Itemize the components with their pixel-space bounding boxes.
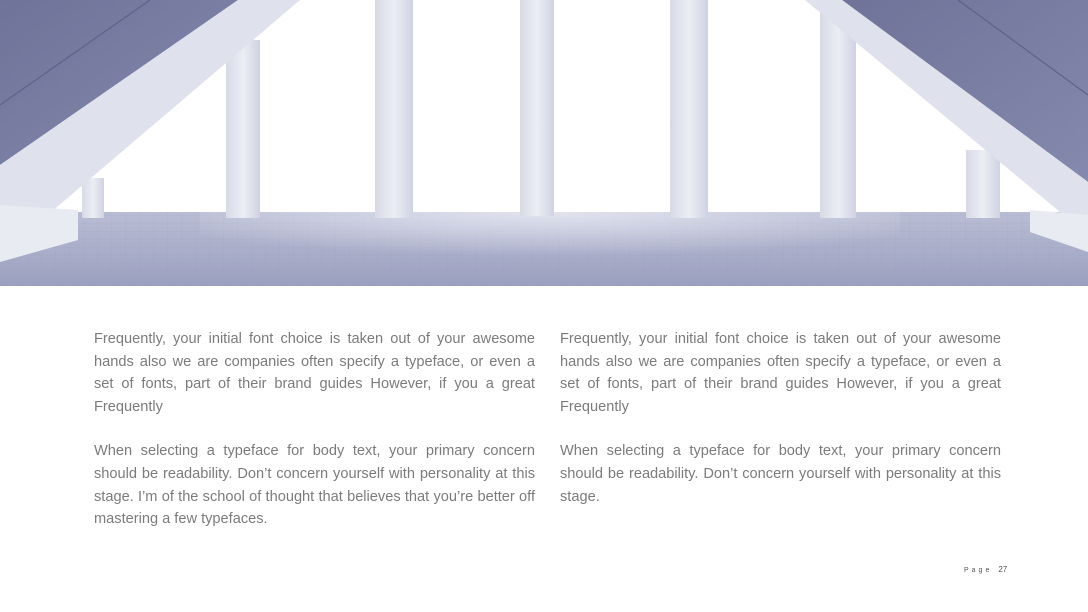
paragraph: Frequently, your initial font choice is taken out of your awesome hands also we are companies often specify a typeface, or even a set of fonts, part of their brand guides However, if you a great Frequently — [560, 331, 1001, 415]
paragraph: When selecting a typeface for body text, your primary concern should be readability. Don’t concern yourself with personality at this stage. — [560, 443, 1001, 505]
hero-image — [0, 0, 1088, 286]
paragraph: When selecting a typeface for body text, your primary concern should be readability. Don’t concern yourself with personality at this stage. I’m of the school of thought that believes that you’re better off mastering a few typefaces. — [94, 443, 535, 528]
text-column-left — [94, 328, 535, 553]
architecture-illustration — [0, 0, 1088, 286]
paragraph: Frequently, your initial font choice is taken out of your awesome hands also we are companies often specify a typeface, or even a set of fonts, part of their brand guides However, if you a great Frequently — [94, 331, 535, 415]
page-label: Page — [964, 567, 993, 574]
text-column-right — [560, 328, 1001, 530]
page-footer — [964, 565, 1007, 574]
page-number: 27 — [998, 565, 1008, 574]
